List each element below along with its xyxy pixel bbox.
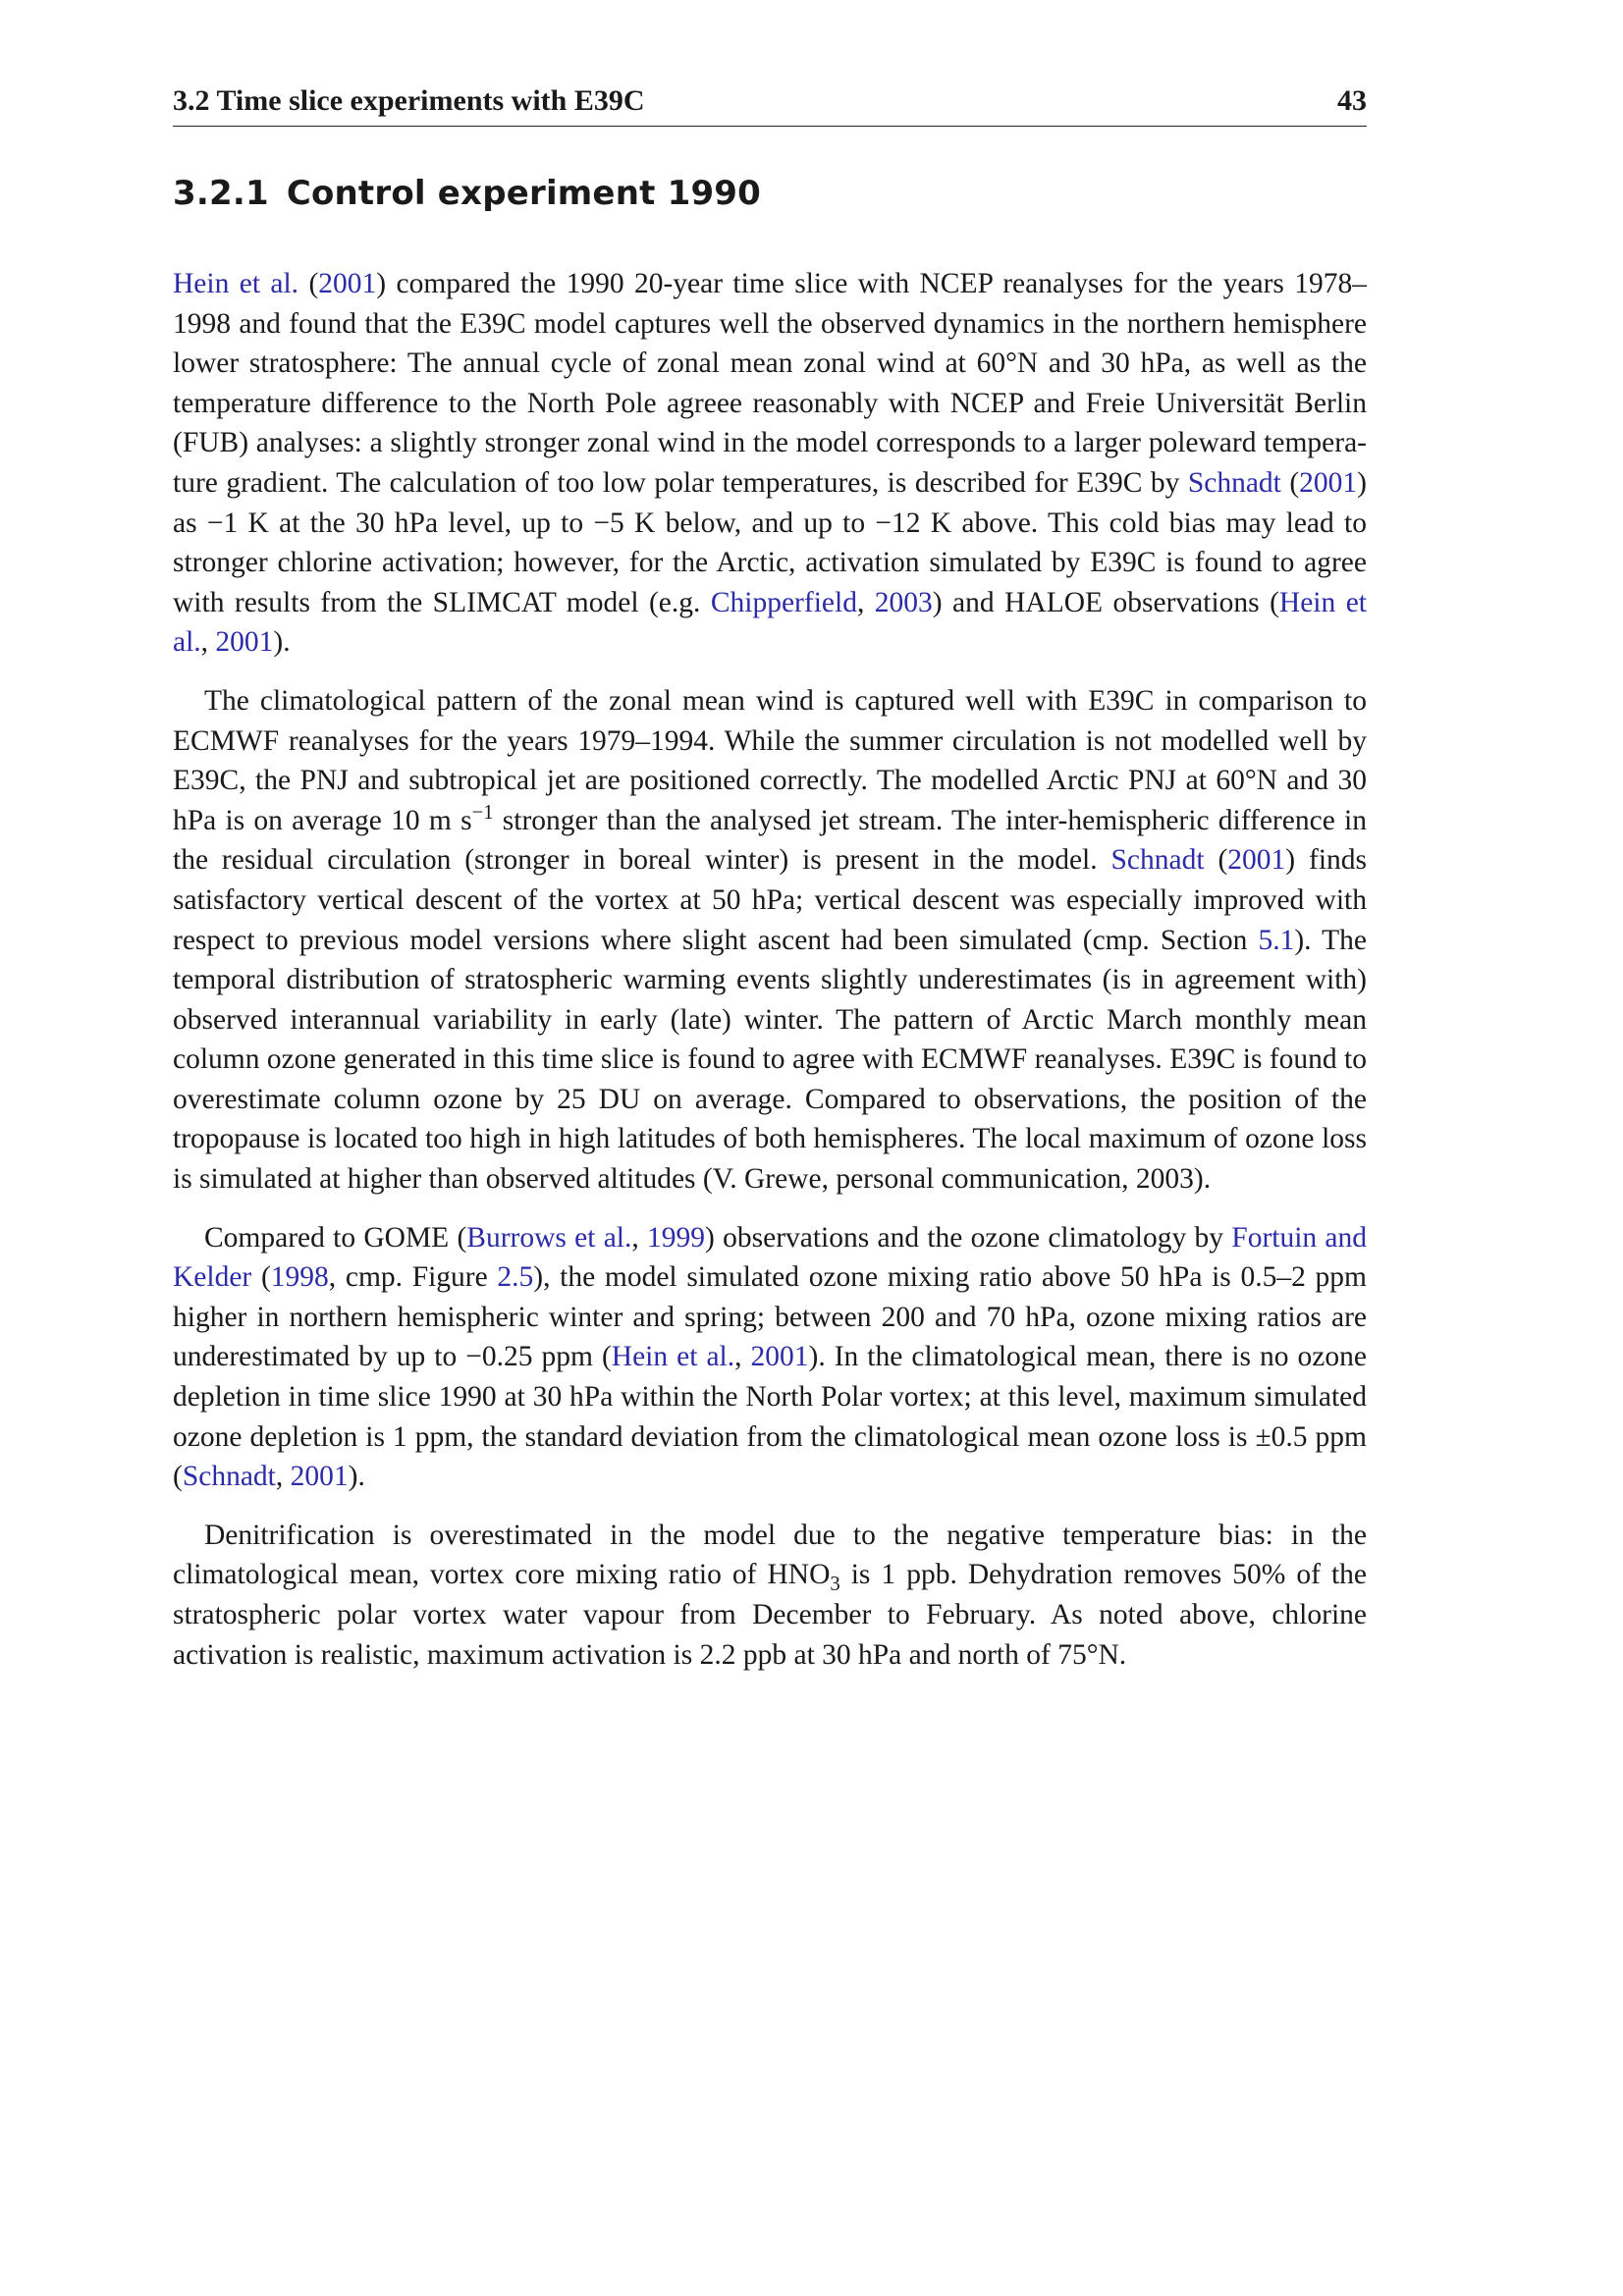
- citation-link[interactable]: Hein et al.: [173, 586, 1367, 659]
- text-run: ). In the climatological mean, there is no ozone depletion in time slice 1990 at 30 hPa within the North Polar vortex; at this level, maximum simulated ozone depletion is 1 ppm, the standard deviation from the climatological mean ozone loss is ±0.5 ppm (: [173, 1341, 1367, 1493]
- text-run: ,: [734, 1341, 751, 1373]
- citation-link[interactable]: 2001: [215, 626, 274, 659]
- text-run: ,: [275, 1461, 291, 1493]
- running-header-title: 3.2 Time slice experiments with E39C: [173, 84, 645, 117]
- paragraph: [173, 264, 1367, 663]
- paragraph: [173, 681, 1367, 1200]
- superscript: −1: [471, 801, 494, 824]
- paragraph: [173, 1516, 1367, 1675]
- text-run: , cmp. Figure: [328, 1261, 498, 1294]
- text-run: stronger than the analysed jet stream. The inter-hemispheric difference in the residual circulation (stronger in boreal winter) is present in the model.: [173, 804, 1367, 877]
- text-run: (: [251, 1261, 271, 1294]
- section-heading: [173, 174, 1367, 213]
- citation-link[interactable]: Schnadt: [1110, 844, 1205, 877]
- citation-link[interactable]: 2001: [290, 1461, 349, 1493]
- text-run: ) finds satisfactory vertical descent of the vortex at 50 hPa; vertical descent was especially improved with respect to previous model versions where slight ascent had been simulated (cmp. Section: [173, 844, 1367, 956]
- body-text: [173, 264, 1367, 1675]
- citation-link[interactable]: 2003: [874, 586, 933, 618]
- citation-link[interactable]: Schnadt: [1187, 466, 1281, 499]
- text-run: (: [298, 268, 319, 299]
- citation-link[interactable]: 1999: [647, 1221, 706, 1254]
- citation-link[interactable]: Schnadt: [182, 1461, 276, 1493]
- running-header: [173, 84, 1367, 127]
- text-run: is 1 ppb. Dehydration removes 50% of the stratospheric polar vortex water vapour from December to February. As noted above, chlorine activation is realistic, maximum activation is 2.2 ppb at 30 hPa and north of 75°N.: [173, 1559, 1367, 1671]
- text-run: ).: [273, 626, 291, 659]
- citation-link[interactable]: Hein et al.: [611, 1341, 735, 1373]
- paragraph: [173, 1218, 1367, 1497]
- text-run: ,: [631, 1221, 648, 1254]
- section-title: Control experiment 1990: [286, 174, 762, 213]
- text-run: (: [1280, 466, 1300, 499]
- citation-link[interactable]: Chipperfield: [710, 586, 857, 618]
- citation-link[interactable]: Burrows et al.: [466, 1221, 632, 1254]
- citation-link[interactable]: 2.5: [497, 1261, 534, 1294]
- text-run: ) as −1 K at the 30 hPa level, up to −5 K below, and up to −12 K above. This cold bias may lead to stronger chlorine activation; however, for the Arctic, activation simulated by E39C is found to agree with results from the SLIMCAT model (e.g.: [173, 466, 1367, 618]
- citation-link[interactable]: 2001: [1227, 844, 1286, 877]
- text-run: ) and HALOE observations (: [932, 586, 1279, 618]
- citation-link[interactable]: 1998: [270, 1261, 329, 1294]
- page-number: 43: [1337, 84, 1367, 117]
- text-run: ), the model simulated ozone mixing ratio above 50 hPa is 0.5–2 ppm higher in northern hemispheric winter and spring; between 200 and 70 hPa, ozone mixing ratios are underestimated by up to −0.25 ppm (: [173, 1261, 1367, 1373]
- text-run: ).: [348, 1461, 365, 1493]
- page: [173, 84, 1367, 1675]
- text-run: ) observations and the ozone climatology by: [705, 1221, 1232, 1254]
- text-run: The climatological pattern of the zonal mean wind is captured well with E39C in comparison to ECMWF reanalyses for the years 1979–1994. While the summer circulation is not modelled well by E39C, the PNJ and subtropical jet are positioned correctly. The modelled Arctic PNJ at 60°N and 30 hPa is on average 10 m s: [173, 684, 1367, 836]
- citation-link[interactable]: 2001: [750, 1341, 809, 1373]
- section-number: 3.2.1: [173, 174, 269, 213]
- citation-link[interactable]: 5.1: [1258, 924, 1295, 956]
- text-run: Compared to GOME (: [204, 1221, 467, 1254]
- citation-link[interactable]: Hein et al.: [173, 268, 299, 299]
- citation-link[interactable]: 2001: [1299, 466, 1358, 499]
- citation-link[interactable]: Fortuin and Kelder: [173, 1221, 1368, 1294]
- text-run: ,: [200, 626, 216, 659]
- subscript: 3: [830, 1574, 840, 1596]
- text-run: Denitrification is overestimated in the model due to the negative temperature bias: in the climatological mean, vortex core mixing ratio of HNO: [173, 1519, 1367, 1591]
- text-run: ). The temporal distribution of stratospheric warming events slightly underestimates (is in agreement with) observed interannual variability in early (late) winter. The pattern of Arctic March monthly mean column ozone generated in this time slice is found to agree with ECMWF reanalyses. E39C is found to overestimate column ozone by 25 DU on average. Compared to observations, the position of the tropopause is located too high in high latitudes of both hemispheres. The local maximum of ozone loss is simulated at higher than observed altitudes (V. Grewe, personal communication, 2003).: [173, 924, 1367, 1196]
- text-run: ,: [856, 586, 875, 618]
- text-run: ) compared the 1990 20-year time slice with NCEP reanalyses for the years 1978–1998 and found that the E39C model captures well the observed dynamics in the northern hemisphere lower stratosphere: The annual cycle of zonal mean zonal wind at 60°N and 30 hPa, as well as the temperature difference to the North Pole agreee reasonably with NCEP and Freie Universität Berlin (FUB) analyses: a slightly stronger zonal wind in the model corresponds to a larger poleward temperature gradient. The calculation of too low polar temperatures, is described for E39C by: [173, 268, 1367, 499]
- citation-link[interactable]: 2001: [318, 268, 377, 299]
- text-run: (: [1204, 844, 1228, 877]
